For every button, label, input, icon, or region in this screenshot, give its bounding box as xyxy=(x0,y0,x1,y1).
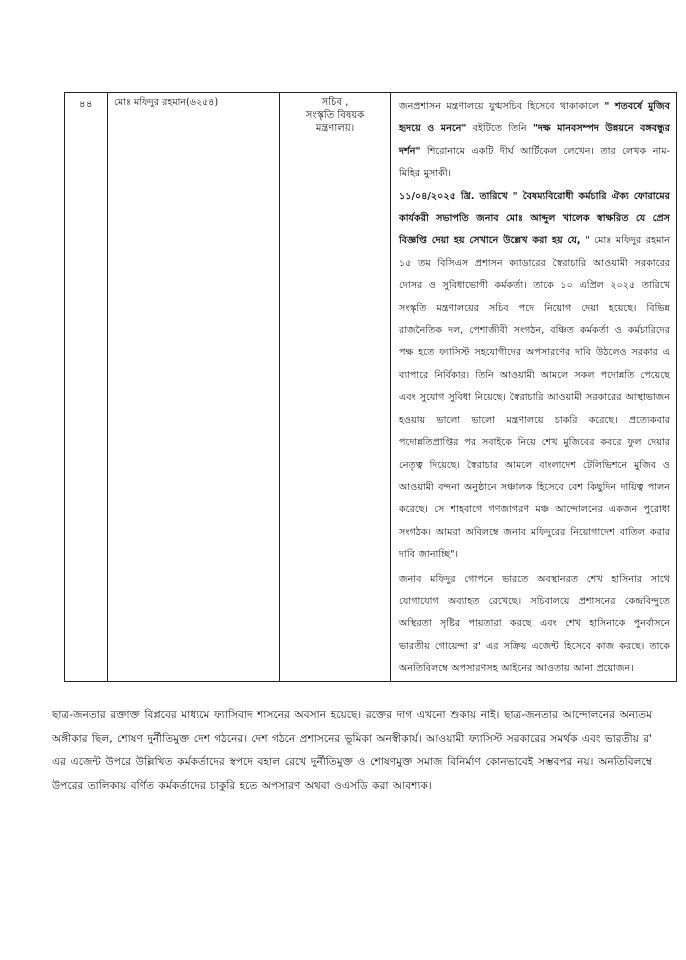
post-line-2: সংস্কৃতি বিষয়ক xyxy=(305,110,365,121)
name-cell xyxy=(108,93,280,682)
text-segment: শিরোনামে একটি দীর্ঘ আর্টিকেল লেখেন। তার লেখক নাম- মিহির মুসাকী। xyxy=(399,145,670,180)
conclusion-block xyxy=(52,704,652,798)
press-release-quote: " মোঃ মফিদুর রহমান ১৫ তম বিসিএস প্রশাসন ক্যাডারের স্বৈরাচারি আওয়ামী সরকারের দোসর ও সুবিধাভোগী কর্মকর্তা। তাকে ১০ এপ্রিল ২০২৫ তারিখে সংস্কৃতি মন্ত্রণালয়ের সচিব পদে নিয়োগ দেয়া হয়েছে। বিভিন্ন রাজনৈতিক দল, পেশাজীবী সংগঠন, বঞ্চিত কর্মকর্তা ও কর্মচারিদের পক্ষ হতে ফ্যাসিস্ট সহযোগীদের অপসারণের দাবি উঠলেও সরকার এ ব্যাপারে নির্বিকার। তিনি আওয়ামী আমলে সকল পদোন্নতি পেয়েছে এবং সুযোগ সুবিধা নিয়েছে। স্বৈরাচারি আওয়ামী সরকারের আস্থাভাজন হওয়ায় ভালো ভালো মন্ত্রণালয়ে চাকরি করেছে। প্রত্যেকবার পদোন্নতিপ্রাপ্তির পর সবাইকে নিয়ে শেখ মুজিবের কবরে ফুল দেয়ার নেতৃত্ব দিয়েছে। স্বৈরাচার আমলে বাংলাদেশ টেলিভিশনে মুজিব ও আওয়ামী বন্দনা অনুষ্ঠানে সঞ্চালক হিসেবে বেশ কিছুদিন দায়িত্ব পালন করেছে। সে শাহবাগে গণজাগরণ মঞ্চ আন্দোলনের একজন পুরোধা সংগঠক। আমরা অবিলম্বে জনাব মফিদুরের নিয়োগাদেশ বাতিল করার দাবি জানাচ্ছি"। xyxy=(399,235,670,561)
article-title: "দক্ষ মানবসম্পদ উন্নয়নে বঙ্গবন্ধুর দর্শন" xyxy=(399,123,670,157)
officer-name: মোঃ মফিদুর রহমান(৬২৫৪) xyxy=(114,97,219,108)
post-line-1: সচিব , xyxy=(321,97,349,108)
officer-post xyxy=(280,93,390,135)
post-line-3: মন্ত্রণালয়। xyxy=(315,123,355,134)
post-cell xyxy=(280,93,391,682)
table-row xyxy=(65,93,677,682)
book-title: " শতবর্ষে মুজিব হৃদয়ে ও মননে" xyxy=(399,101,670,135)
paragraph-allegation: জনাব মফিদুর গোপনে ভারতে অবস্থানরত শেখ হাসিনার সাথে যোগাযোগ অব্যাহত রেখেছে। সচিবালয়ে প্রশাসনের কেন্দ্রবিন্দুতে অস্থিরতা সৃষ্টির পায়তারা করছে এবং শেখ হাসিনাকে পুনর্বাসনে ভারতীয় গোয়েন্দা র' এর সক্রিয় এজেন্ট হিসেবে কাজ করছে। তাকে অনতিবিলম্বে অপসারণসহ আইনের আওতায় আনা প্রয়োজন। xyxy=(399,573,670,675)
serial-number: ৪৪ xyxy=(79,99,93,110)
paragraph-press-release xyxy=(399,186,670,567)
officer-table xyxy=(64,92,677,682)
description-cell xyxy=(391,93,677,682)
conclusion-paragraph: ছাত্র-জনতার রক্তাক্ত বিপ্লবের মাধ্যমে ফ্যাসিবাদ শাসনের অবসান হয়েছে। রক্তের দাগ এখনো শুকায় নাই। ছাত্র-জনতার আন্দোলনের অন্যতম অঙ্গীকার ছিল, শোষণ দুর্নীতিমুক্ত দেশ গঠনের। দেশ গঠনে প্রশাসনের ভূমিকা অনস্বীকার্য। আওয়ামী ফ্যাসিস্ট সরকারের সমর্থক এবং ভারতীয় র' এর এজেন্ট উপরে উল্লিখিত কর্মকর্তাদের স্বপদে বহাল রেখে দুর্নীতিমুক্ত ও শোষণমুক্ত সমাজ বিনির্মাণ কোনভাবেই সম্ভবপর নয়। অনতিবিলম্বে উপরের তালিকায় বর্ণিত কর্মকর্তাদের চাকুরি হতে অপসারণ অথবা ওএসডি করা আবশ্যক। xyxy=(52,709,652,792)
text-segment: জনপ্রশাসন মন্ত্রণালয়ে যুগ্মসচিব হিসেবে থাকাকালে xyxy=(399,101,605,112)
allegation-description xyxy=(391,93,676,681)
paragraph-article xyxy=(399,96,670,186)
serial-cell xyxy=(65,93,108,682)
text-segment: বইটিতে তিনি xyxy=(466,123,533,135)
press-release-intro: ১১/০৪/২০২৫ খ্রি. তারিখে " বৈষম্যবিরোধী কর্মচারি ঐক্য ফোরামের কার্যকরী সভাপতি জনাব মোঃ আব্দুল খালেক স্বাক্ষরিত যে প্রেস বিজ্ঞপ্তি দেয়া হয় সেখানে উল্লেখ করা হয় যে, xyxy=(399,190,670,247)
